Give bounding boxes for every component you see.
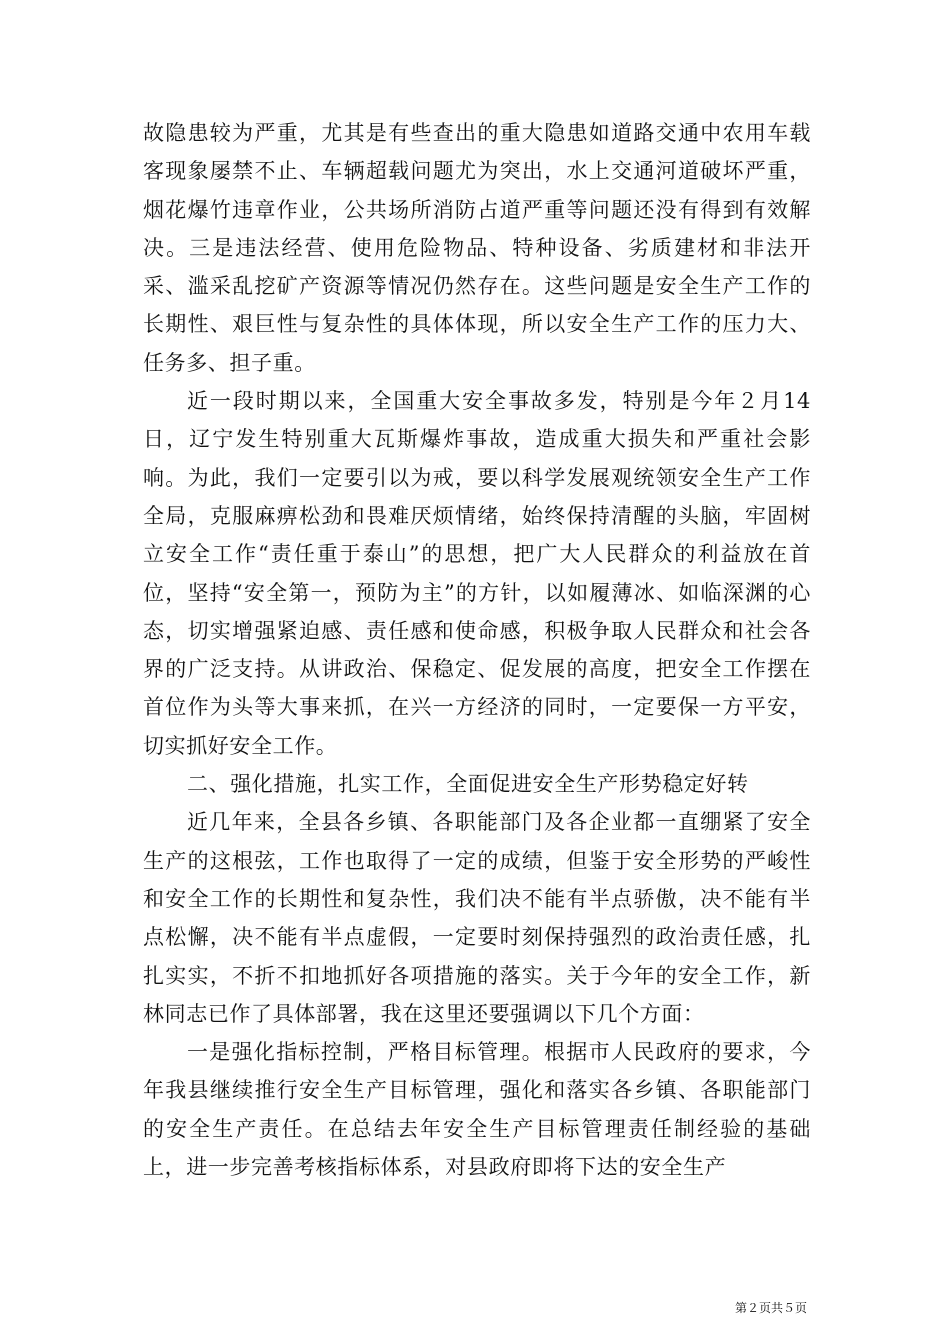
paragraph-recent-accidents: 近一段时期以来，全国重大安全事故多发，特别是今年２月14日，辽宁发生特别重大瓦斯爆炸事故，造成重大损失和严重社会影响。为此，我们一定要引以为戒，要以科学发展观统领安全生产工作全局，克服麻痹松劲和畏难厌烦情绪，始终保持清醒的头脑，牢固树立安全工作“责任重于泰山”的思想，把广大人民群众的利益放在首位，坚持“安全第一，预防为主”的方针，以如履薄冰、如临深渊的心态，切实增强紧迫感、责任感和使命感，积极争取人民群众和社会各界的广泛支持。从讲政治、保稳定、促发展的高度，把安全工作摆在首位作为头等大事来抓，在兴一方经济的同时，一定要保一方平安，切实抓好安全工作。 bbox=[143, 389, 811, 758]
paragraph-continuation: 故隐患较为严重，尤其是有些查出的重大隐患如道路交通中农用车载客现象屡禁不止、车辆超载问题尤为突出，水上交通河道破坏严重，烟花爆竹违章作业，公共场所消防占道严重等问题还没有得到有效解决。三是违法经营、使用危险物品、特种设备、劣质建材和非法开采、滥采乱挖矿产资源等情况仍然存在。这些问题是安全生产工作的长期性、艰巨性与复杂性的具体体现，所以安全生产工作的压力大、任务多、担子重。 bbox=[143, 121, 811, 375]
paragraph-recent-years: 近几年来，全县各乡镇、各职能部门及各企业都一直绷紧了安全生产的这根弦，工作也取得了一定的成绩，但鉴于安全形势的严峻性和安全工作的长期性和复杂性，我们决不能有半点骄傲，决不能有半点松懈，决不能有半点虚假，一定要时刻保持强烈的政治责任感，扎扎实实，不折不扣地抓好各项措施的落实。关于今年的安全工作，新林同志已作了具体部署，我在这里还要强调以下几个方面： bbox=[143, 810, 811, 1026]
page-number-footer: 第２页共５页 bbox=[734, 1301, 807, 1315]
document-body bbox=[143, 114, 811, 1186]
section-heading-2: 二、强化措施，扎实工作，全面促进安全生产形势稳定好转 bbox=[187, 772, 749, 797]
paragraph-target-management: 一是强化指标控制，严格目标管理。根据市人民政府的要求，今年我县继续推行安全生产目标管理，强化和落实各乡镇、各职能部门的安全生产责任。在总结去年安全生产目标管理责任制经验的基础上，进一步完善考核指标体系，对县政府即将下达的安全生产 bbox=[143, 1040, 811, 1180]
